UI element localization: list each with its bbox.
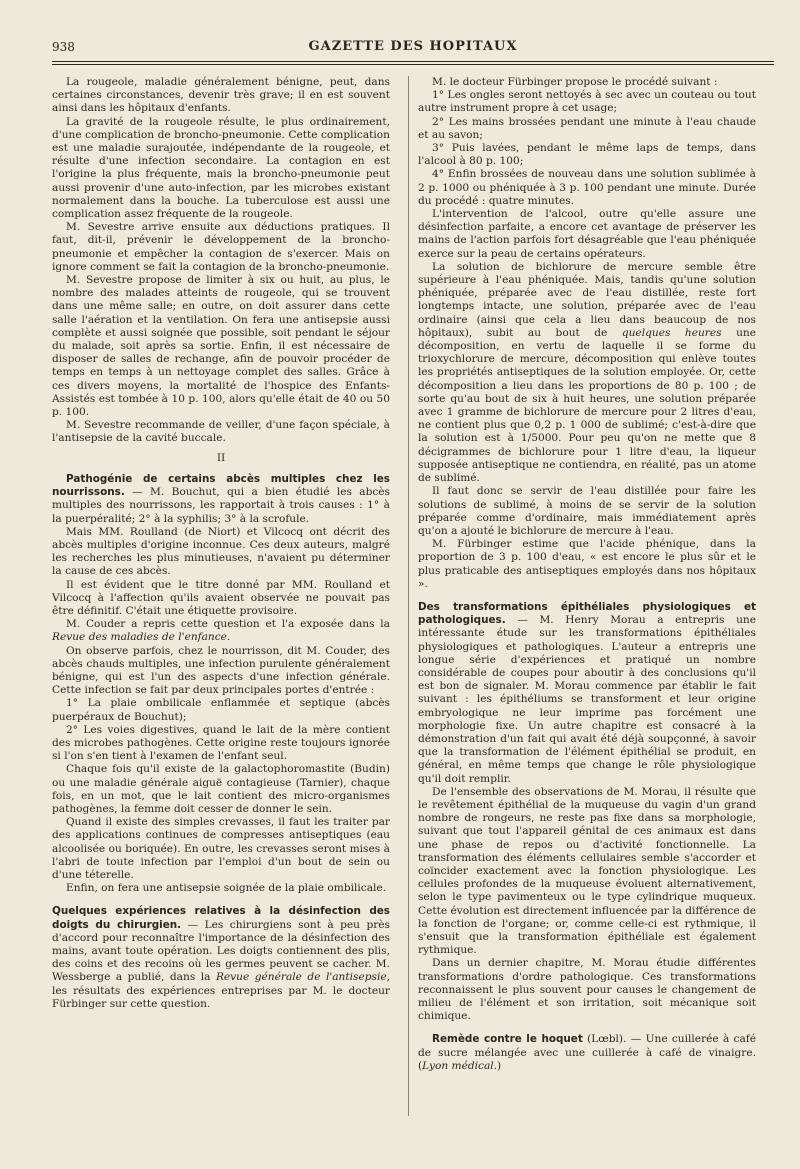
left-column <box>52 76 390 1011</box>
paragraph: Il faut donc se servir de l'eau distillée pour faire les solutions de sublimé, à moins de se servir de la solution préparée comme d'ordinaire, mais immédiatement après qu'on a ajouté le bichlorure de mercure à l'eau. <box>418 485 756 537</box>
paragraph: Dans un dernier chapitre, M. Morau étudie différentes transformations d'ordre pathologique. Ces transformations reconnaissent le plus souvent pour causes le changement de milieu de l'élément et son irritation, soit mécanique soit chimique. <box>418 957 756 1023</box>
paragraph: Mais MM. Roulland (de Niort) et Vilcocq ont décrit des abcès multiples d'origine inconnue. Ces deux auteurs, malgré les recherches les plus minutieuses, n'avaient pu déterminer la cause de ces abcès. <box>52 525 390 578</box>
paragraph: Chaque fois qu'il existe de la galactophoromastite (Budin) ou une maladie générale aiguë contagieuse (Tarnier), chaque fois, en un mot, que le lait contient des micro-organismes pathogènes, la femme doit cesser de donner le sein. <box>52 763 390 815</box>
article-paragraph: Remède contre le hoquet (Lœbl). — Une cuillerée à café de sucre mélangée avec une cuillerée à café de vinaigre. (Lyon médical.) <box>418 1033 756 1072</box>
paragraph: La solution de bichlorure de mercure semble être supérieure à l'eau phéniquée. Mais, tandis qu'une solution phéniquée, préparée avec de l'eau distillée, reste fort longtemps intacte, une solution, préparée avec de l'eau ordinaire (ainsi que cela a lieu dans beaucoup de nos hôpitaux), subit au bout de quelques heures une décomposition, en vertu de laquelle il se forme du trioxychlorure de mercure, décomposition qui enlève toutes les propriétés antiseptiques de la solution employée. Or, cette décomposition a lieu dans les proportions de 80 p. 100 ; de sorte qu'au bout de six à huit heures, une solution préparée avec 1 gramme de bichlorure de mercure pour 2 litres d'eau, ne contient plus que 0,2 p. 1 000 de sublimé; c'est-à-dire que la solution est à 1/5000. Pour peu qu'on ne mette que 8 décigrammes de bichlorure pour 1 litre d'eau, la liqueur supposée antiseptique ne contiendra, en réalité, pas un atome de sublimé. <box>418 260 756 485</box>
paragraph: 2° Les mains brossées pendant une minute à l'eau chaude et au savon; <box>418 115 756 141</box>
paragraph: M. Sevestre recommande de veiller, d'une façon spéciale, à l'antisepsie de la cavité buccale. <box>52 419 390 445</box>
paragraph: M. Sevestre propose de limiter à six ou huit, au plus, le nombre des malades atteints de rougeole, qui se trouvent dans une même salle; en outre, on doit assurer dans cette salle l'aération et la ventilation. On fera une antisepsie aussi complète et aussi soignée que possible, soit pendant le séjour du malade, soit après sa sortie. Enfin, il est nécessaire de disposer de salles de rechange, afin de pouvoir procéder de temps en temps à un nettoyage complet des salles. Grâce à ces divers moyens, la mortalité de l'hospice des Enfants-Assistés est tombée à 10 p. 100, alors qu'elle était de 40 ou 50 p. 100. <box>52 274 390 419</box>
spacer <box>418 1023 756 1033</box>
page-header <box>52 36 774 58</box>
journal-title: GAZETTE DES HOPITAUX <box>308 39 518 54</box>
article-paragraph: Des transformations épithéliales physiologiques et pathologiques. — M. Henry Morau a entrepris une intéressante étude sur les transformations épithéliales physiologiques et pathologiques. L'auteur a entrepris une longue série d'expériences et pratiqué un nombre considérable de coupes pour aboutir à des conclusions qu'il est bon de signaler. M. Morau commence par établir le fait suivant : les épithéliums se transforment et leur origine embryologique ne leur imprime pas forcément une morphologie fixe. Un autre chapitre est consacré à la démonstration d'un fait qui avait été déjà soupçonné, à savoir que la transformation de l'élément épithélial se produit, en général, en même temps que change le rôle physiologique qu'il doit remplir. <box>418 600 756 785</box>
article-paragraph: Pathogénie de certains abcès multiples chez les nourrissons. — M. Bouchut, qui a bien étudié les abcès multiples des nourrissons, les rapportait à trois causes : 1° à la puerpéralité; 2° à la syphilis; 3° à la scrofule. <box>52 472 390 525</box>
paragraph: Enfin, on fera une antisepsie soignée de la plaie ombilicale. <box>66 882 387 895</box>
spacer <box>52 895 390 905</box>
paragraph: De l'ensemble des observations de M. Morau, il résulte que le revêtement épithélial de la muqueuse du vagin d'un grand nombre de rongeurs, ne reste pas fixe dans sa morphologie, suivant que tout l'appareil génital de ces animaux est dans une phase de repos ou d'activité fonctionnelle. La transformation des éléments cellulaires semble s'accorder et coïncider exactement avec la fonction physiologique. Les cellules profondes de la muqueuse évoluent alternativement, selon le type pavimenteux ou le type cylindrique muqueux. Cette évolution est directement influencée par la différence de la fonction de l'organe; or, comme celle-ci est rythmique, il s'ensuit que la transformation épithéliale est également rythmique. <box>418 785 757 957</box>
column-divider <box>408 76 409 1116</box>
article-paragraph: Quelques expériences relatives à la désinfection des doigts du chirurgien. — Les chirurgiens sont à peu près d'accord pour reconnaître l'importance de la désinfection des mains, avant toute opération. Les doigts contiennent des plis, des coins et des recoins où les germes peuvent se cacher. M. Wessberge a publié, dans la Revue générale de l'antisepsie, les résultats des expériences entreprises par M. le docteur Fürbinger sur cette question. <box>52 905 390 1010</box>
paragraph: M. le docteur Fürbinger propose le procédé suivant : <box>432 76 718 88</box>
paragraph: 1° La plaie ombilicale enflammée et septique (abcès puerpéraux de Bouchut); <box>52 697 390 723</box>
paragraph: 4° Enfin brossées de nouveau dans une solution sublimée à 2 p. 1000 ou phéniquée à 3 p. 100 pendant une minute. Durée du procédé : quatre minutes. <box>418 168 756 207</box>
article-title: Remède contre le hoquet <box>432 1033 583 1046</box>
page-number: 938 <box>52 40 75 54</box>
journal-reference: Lyon médical. <box>422 1059 498 1072</box>
paragraph: Il est évident que le titre donné par MM. Roulland et Vilcocq à l'affection qu'ils avaient observée ne pouvait pas être définitif. C'était une étiquette provisoire. <box>52 578 390 617</box>
journal-reference: Revue des maladies de l'enfance. <box>52 631 231 644</box>
paragraph: Quand il existe des simples crevasses, il faut les traiter par des applications continues de compresses antiseptiques (eau alcoolisée ou boriquée). En outre, les crevasses seront mises à l'abri de toute infection par l'emploi d'un bout de sein ou d'une téterelle. <box>52 816 390 881</box>
paragraph: La gravité de la rougeole résulte, le plus ordinairement, d'une complication de broncho-pneumonie. Cette complication est une maladie surajoutée, indépendante de la rougeole, et résulte d'une infection secondaire. La contagion en est l'origine la plus fréquente, mais la broncho-pneumonie peut aussi provenir d'une auto-infection, par les microbes existant normalement dans la bouche. La tuberculose est aussi une complication assez fréquente de la rougeole. <box>52 115 390 221</box>
section-number: II <box>216 451 226 464</box>
article-title: Pathogénie de certains abcès multiples chez les nourrissons. <box>52 472 390 499</box>
right-column <box>418 76 756 1073</box>
header-rule <box>52 61 774 62</box>
article-title: Des transformations épithéliales physiologiques et pathologiques. <box>418 600 756 627</box>
paragraph: M. Sevestre arrive ensuite aux déductions pratiques. Il faut, dit-il, prévenir le développement de la broncho-pneumonie et empêcher la contagion de s'exercer. Mais on ignore comment se fait la contagion de la broncho-pneumonie. <box>52 221 390 273</box>
paragraph: La rougeole, maladie généralement bénigne, peut, dans certaines circonstances, devenir très grave; il en est souvent ainsi dans les hôpitaux d'enfants. <box>52 76 390 115</box>
paragraph: 1° Les ongles seront nettoyés à sec avec un couteau ou tout autre instrument propre à cet usage; <box>418 89 756 115</box>
header-rule-double <box>52 64 774 65</box>
paragraph: M. Fürbinger estime que l'acide phénique, dans la proportion de 3 p. 100 d'eau, « est encore le plus sûr et le plus praticable des antiseptiques employés dans nos hôpitaux ». <box>418 538 756 590</box>
paragraph: L'intervention de l'alcool, outre qu'elle assure une désinfection parfaite, a encore cet avantage de préserver les mains de l'action parfois fort désagréable que l'eau phéniquée exerce sur la peau de certains opérateurs. <box>418 208 756 260</box>
emphasis: quelques heures <box>621 326 722 339</box>
paragraph: On observe parfois, chez le nourrisson, dit M. Couder, des abcès chauds multiples, une infection purulente généralement bénigne, qui est l'un des aspects d'une infection générale. Cette infection se fait par deux principales portes d'entrée : <box>52 644 390 697</box>
paragraph: M. Couder a repris cette question et l'a exposée dans la Revue des maladies de l'enfance. <box>52 618 390 644</box>
article-title: Quelques expériences relatives à la désinfection des doigts du chirurgien. <box>52 905 390 931</box>
journal-reference: Revue générale de l'antisepsie, <box>215 971 390 984</box>
paragraph: 2° Les voies digestives, quand le lait de la mère contient des microbes pathogènes. Cette origine reste toujours ignorée si l'on s'en tient à l'examen de l'enfant seul. <box>52 723 390 763</box>
paragraph: 3° Puis lavées, pendant le même laps de temps, dans l'alcool à 80 p. 100; <box>418 142 756 168</box>
spacer <box>418 591 756 601</box>
